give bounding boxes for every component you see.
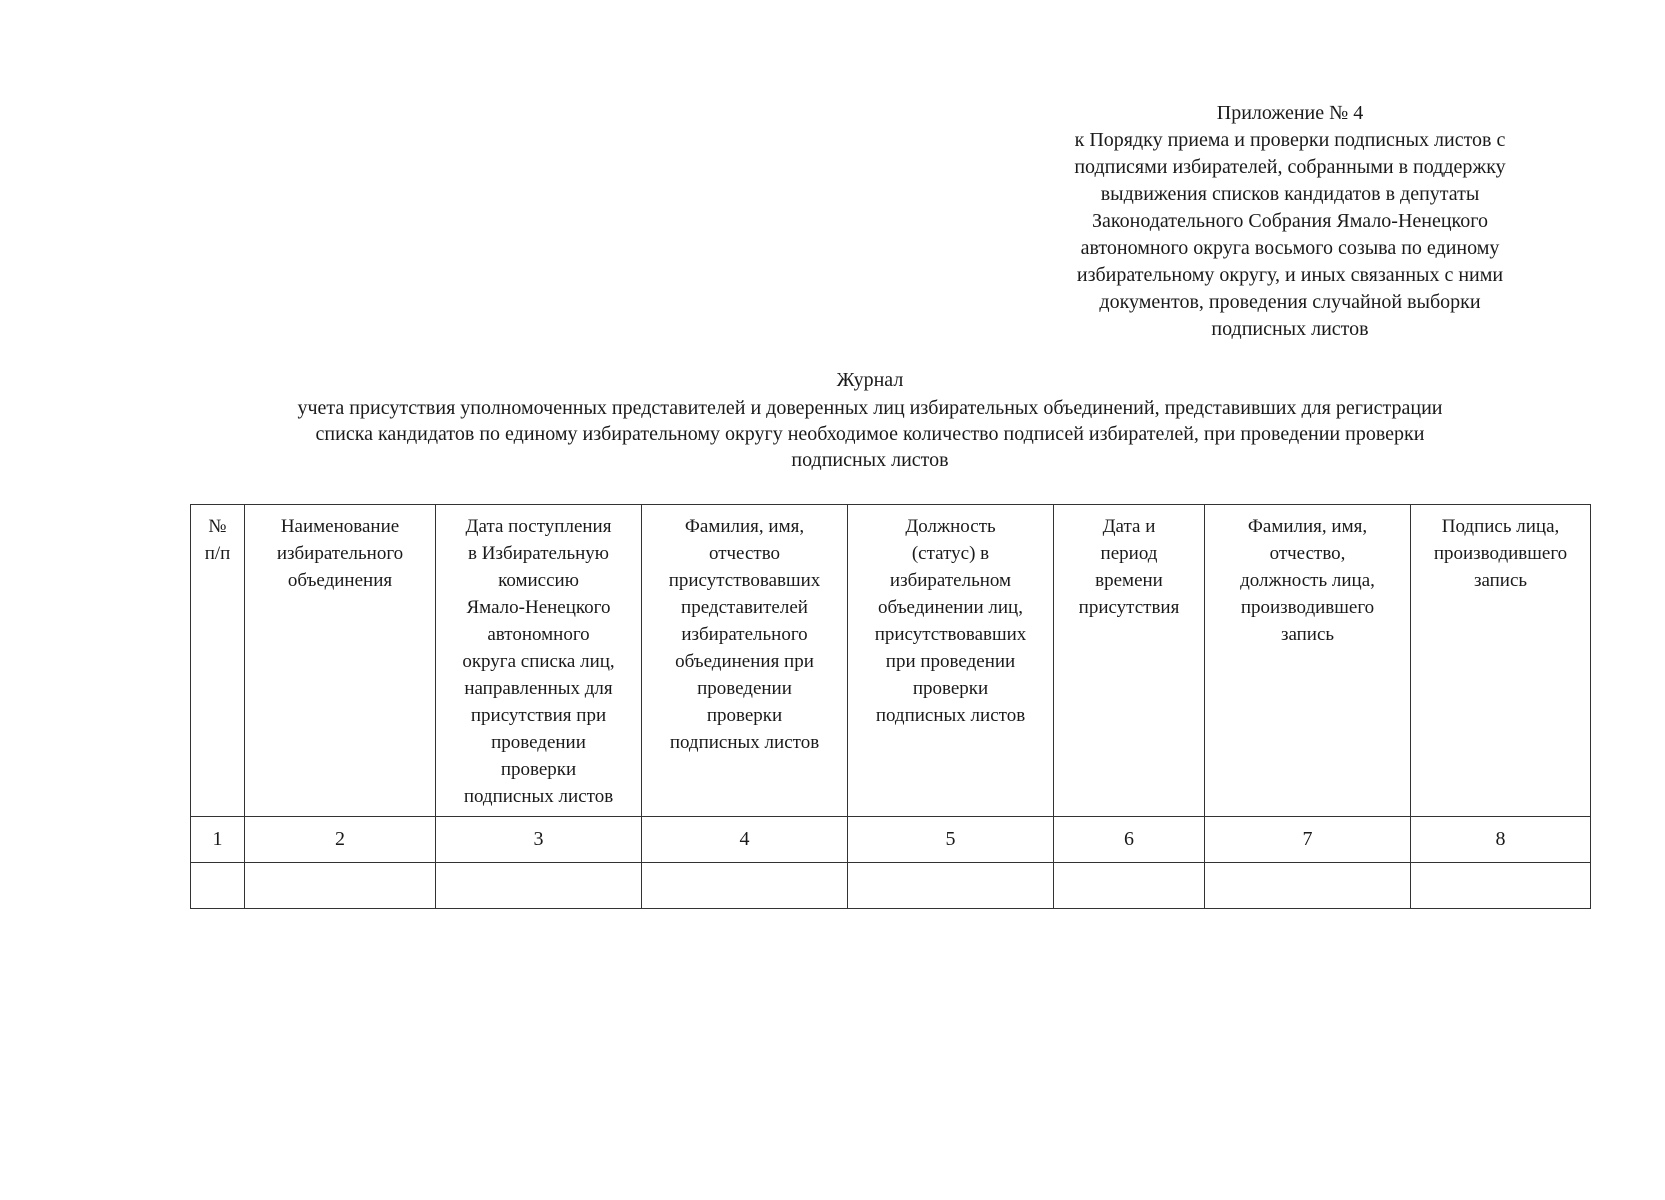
table-header-row: [191, 505, 1591, 817]
column-header-line: №: [208, 516, 227, 537]
column-header: [642, 505, 848, 817]
column-header-line: отчество,: [1269, 543, 1346, 564]
column-header-line: проверки: [706, 705, 783, 726]
column-number-cell: 5: [848, 817, 1054, 863]
column-number-cell: 2: [245, 817, 436, 863]
column-header: [848, 505, 1054, 817]
column-header-line: присутствия при: [470, 705, 607, 726]
column-header-line: комиссию: [498, 570, 579, 591]
appendix-header: [1030, 100, 1550, 343]
column-number-cell: 1: [191, 817, 245, 863]
column-header-line: производившего: [1240, 597, 1375, 618]
column-header-line: Подпись лица,: [1441, 516, 1560, 537]
appendix-line: Приложение № 4: [1216, 102, 1364, 124]
column-header-line: избирательного: [276, 543, 404, 564]
column-number-cell: 3: [436, 817, 642, 863]
appendix-line: Законодательного Собрания Ямало-Ненецкого: [1092, 210, 1488, 232]
column-header-line: (статус) в: [911, 543, 990, 564]
column-header: [1411, 505, 1591, 817]
table-cell: [436, 863, 642, 909]
appendix-line: к Порядку приема и проверки подписных листов с: [1074, 129, 1506, 151]
journal-title: Журнал: [836, 369, 904, 391]
column-number-cell: 7: [1205, 817, 1411, 863]
column-header-line: времени: [1095, 570, 1163, 591]
column-header-line: в Избирательную: [468, 543, 609, 564]
column-header-line: объединении лиц,: [878, 597, 1023, 618]
column-header-line: Фамилия, имя,: [1247, 516, 1368, 537]
column-number-cell: 8: [1411, 817, 1591, 863]
column-header-line: направленных для: [464, 678, 613, 699]
column-header-line: присутствовавших: [874, 624, 1027, 645]
column-header-line: проведении: [491, 732, 586, 753]
column-header-line: Фамилия, имя,: [684, 516, 805, 537]
journal-subtitle-line: учета присутствия уполномоченных представителей и доверенных лиц избирательных объединений, представивших для регистрации: [297, 397, 1443, 419]
column-header-line: Дата поступления: [465, 516, 612, 537]
table-cell: [1411, 863, 1591, 909]
column-header: [245, 505, 436, 817]
column-header-line: избирательном: [889, 570, 1012, 591]
table-cell: [1205, 863, 1411, 909]
column-header-line: присутствовавших: [668, 570, 821, 591]
appendix-line: автономного округа восьмого созыва по единому: [1080, 237, 1500, 259]
column-header-line: запись: [1473, 570, 1528, 591]
column-header-line: автономного: [487, 624, 590, 645]
column-header-line: период: [1100, 543, 1158, 564]
column-header-line: п/п: [204, 543, 231, 564]
column-header-line: должность лица,: [1240, 570, 1375, 591]
column-number-cell: 6: [1054, 817, 1205, 863]
column-header-line: Ямало-Ненецкого: [466, 597, 611, 618]
column-header-line: избирательного: [681, 624, 808, 645]
column-header-line: производившего: [1433, 543, 1568, 564]
column-header-line: Наименование: [280, 516, 400, 537]
table-cell: [848, 863, 1054, 909]
column-header-line: Дата и: [1102, 516, 1156, 537]
table-cell: [642, 863, 848, 909]
table-row: [191, 863, 1591, 909]
column-header-line: проведении: [697, 678, 792, 699]
column-header-line: Должность: [905, 516, 996, 537]
appendix-line: выдвижения списков кандидатов в депутаты: [1100, 183, 1480, 205]
appendix-line: избирательному округу, и иных связанных с ними: [1076, 264, 1504, 286]
journal-table: [190, 504, 1591, 909]
appendix-line: документов, проведения случайной выборки: [1099, 291, 1481, 313]
column-header: [436, 505, 642, 817]
column-header-line: проверки: [500, 759, 577, 780]
column-header-line: проверки: [912, 678, 989, 699]
table-cell: [191, 863, 245, 909]
table-cell: [245, 863, 436, 909]
appendix-line: подписных листов: [1211, 318, 1369, 340]
column-number-row: [191, 817, 1591, 863]
journal-subtitle: [200, 395, 1540, 473]
column-header-line: объединения при: [675, 651, 814, 672]
column-header: [1205, 505, 1411, 817]
column-header-line: подписных листов: [875, 705, 1026, 726]
column-header-line: присутствия: [1078, 597, 1180, 618]
column-header-line: подписных листов: [463, 786, 614, 807]
column-header: [191, 505, 245, 817]
table-cell: [1054, 863, 1205, 909]
column-header-line: запись: [1280, 624, 1335, 645]
column-header-line: округа списка лиц,: [462, 651, 615, 672]
column-header-line: объединения: [287, 570, 393, 591]
column-header-line: подписных листов: [669, 732, 820, 753]
column-number-cell: 4: [642, 817, 848, 863]
column-header-line: отчество: [708, 543, 781, 564]
column-header-line: при проведении: [885, 651, 1016, 672]
column-header-line: представителей: [681, 597, 808, 618]
column-header: [1054, 505, 1205, 817]
appendix-line: подписями избирателей, собранными в поддержку: [1074, 156, 1506, 178]
journal-subtitle-line: подписных листов: [791, 449, 949, 471]
journal-subtitle-line: списка кандидатов по единому избирательному округу необходимое количество подписей избирателей, при проведении проверки: [315, 423, 1425, 445]
